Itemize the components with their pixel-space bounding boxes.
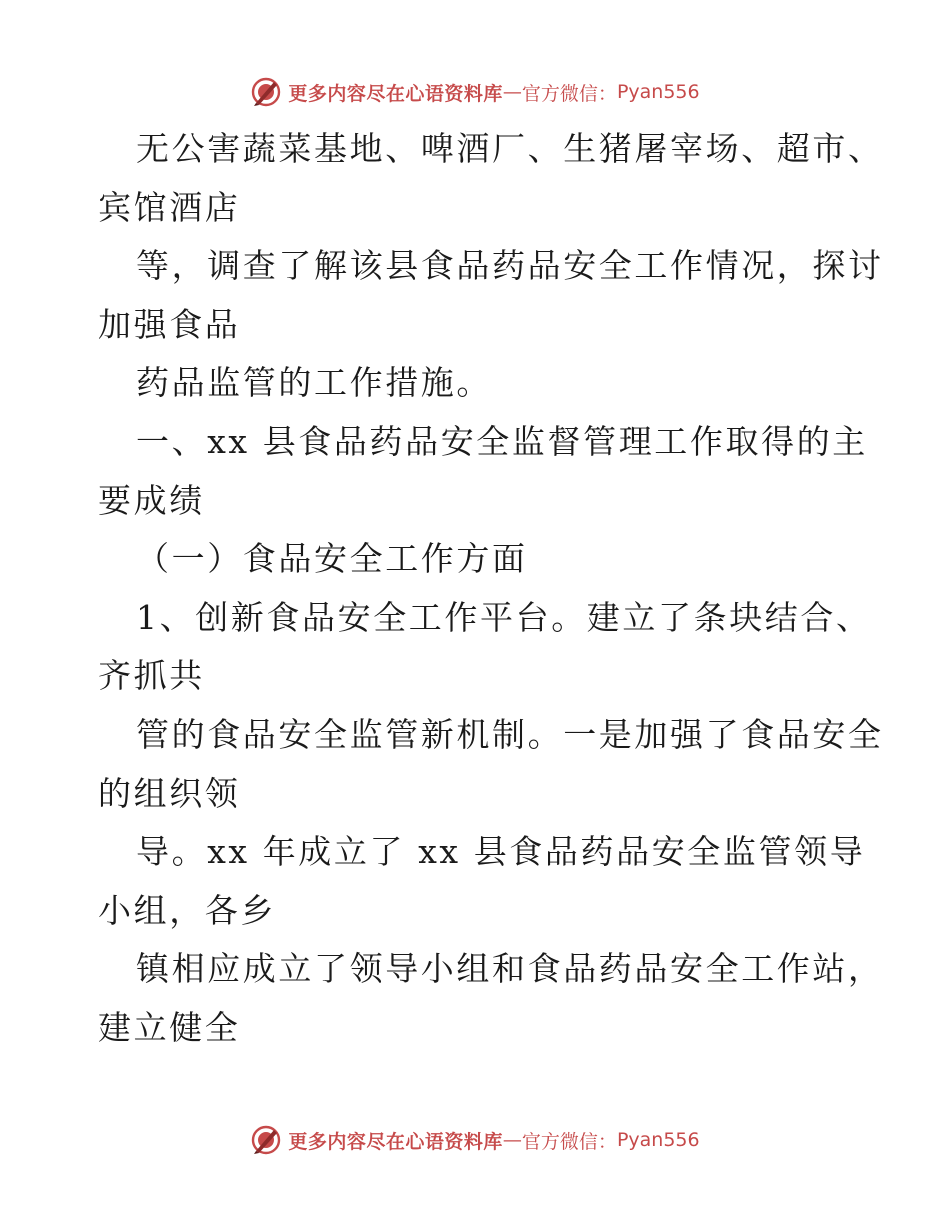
- section-heading: 一、xx 县食品药品安全监督管理工作取得的主: [136, 421, 868, 461]
- banner-dash: —: [502, 81, 522, 103]
- document-body: [98, 120, 884, 1058]
- text-line: 齐抓共: [98, 656, 205, 696]
- pen-seal-icon: [250, 76, 282, 108]
- text-line: 小组，各乡: [98, 890, 276, 930]
- section-heading-cont: 要成绩: [98, 480, 205, 520]
- banner-official-text: 官方微信：: [521, 82, 617, 105]
- pen-seal-icon: [250, 1124, 282, 1156]
- text-line: 导。xx 年成立了 xx 县食品药品安全监管领导: [136, 832, 866, 872]
- text-line: 宾馆酒店: [98, 187, 241, 227]
- header-banner: [0, 72, 950, 112]
- banner-site-text: 更多内容尽在心语资料库: [288, 82, 503, 105]
- text-line: 等，调查了解该县食品药品安全工作情况，探讨: [136, 246, 884, 286]
- text-line: 加强食品: [98, 304, 241, 344]
- banner-wechat-id: Pyan556: [616, 81, 700, 103]
- subsection-heading: （一）食品安全工作方面: [136, 539, 528, 579]
- text-line: 无公害蔬菜基地、啤酒厂、生猪屠宰场、超市、: [136, 129, 884, 168]
- text-line: 建立健全: [98, 1007, 241, 1047]
- banner-official-text: 官方微信：: [521, 1130, 617, 1153]
- text-line: 的组织领: [98, 773, 241, 813]
- banner-site-text: 更多内容尽在心语资料库: [288, 1130, 503, 1153]
- banner-dash: —: [502, 1129, 522, 1151]
- text-line: 镇相应成立了领导小组和食品药品安全工作站，: [136, 949, 884, 989]
- text-line: 管的食品安全监管新机制。一是加强了食品安全: [136, 714, 884, 754]
- text-line: 1、创新食品安全工作平台。建立了条块结合、: [136, 597, 872, 637]
- footer-banner: [0, 1120, 950, 1160]
- text-line: 药品监管的工作措施。: [136, 363, 492, 403]
- banner-wechat-id: Pyan556: [616, 1129, 700, 1151]
